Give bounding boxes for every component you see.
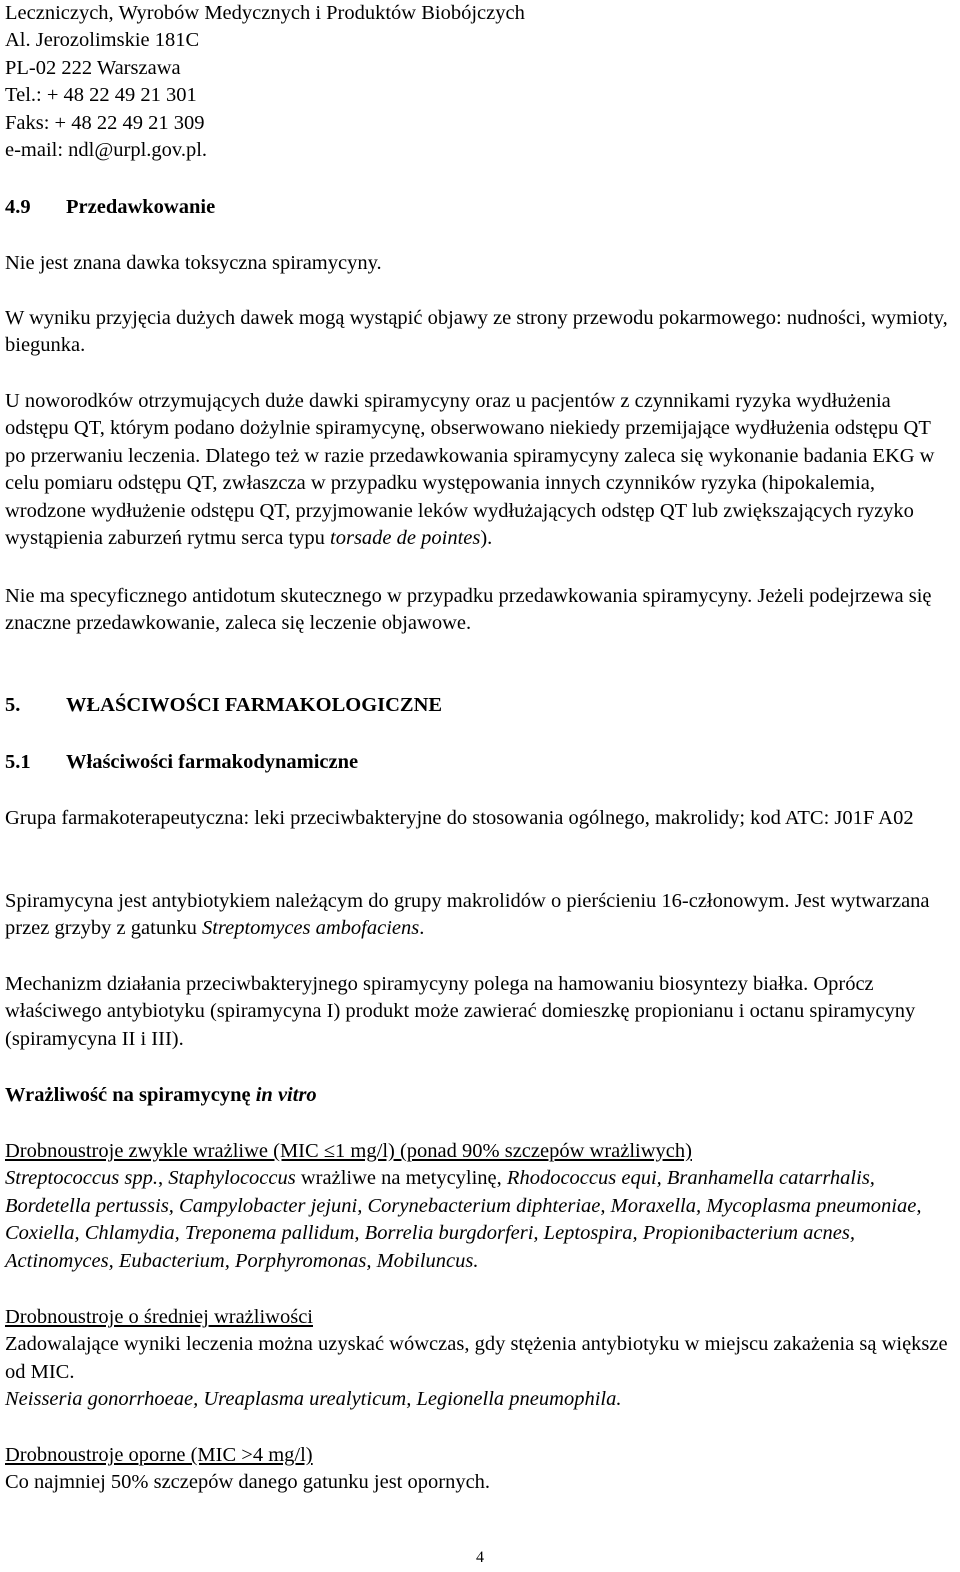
- email-line: e-mail: ndl@urpl.gov.pl.: [5, 139, 208, 162]
- paragraph: W wyniku przyjęcia dużych dawek mogą wystąpić objawy ze strony przewodu pokarmowego: nudności, wymioty, biegunka.: [5, 307, 948, 357]
- italic-term: Staphylococcus: [168, 1167, 296, 1190]
- subheading-sensitivity: [5, 1082, 950, 1109]
- paragraph: Nie ma specyficznego antidotum skutecznego w przypadku przedawkowania spiramycyny. Jeżeli podejrzewa się znaczne przedawkowanie, zaleca się leczenie objawowe.: [5, 585, 932, 635]
- italic-term: Neisseria gonorrhoeae, Ureaplasma urealyticum, Legionella pneumophila.: [5, 1388, 622, 1411]
- page-number: 4: [476, 1549, 484, 1566]
- italic-term: Streptococcus spp.: [5, 1167, 158, 1190]
- paragraph: [5, 388, 950, 552]
- text-run: ).: [480, 527, 493, 550]
- address-line: Leczniczych, Wyrobów Medycznych i Produktów Biobójczych: [5, 2, 525, 24]
- italic-term: in vitro: [255, 1084, 317, 1106]
- address-block: [5, 0, 950, 164]
- category-heading: Drobnoustroje o średniej wrażliwości: [5, 1306, 313, 1328]
- species-list: [5, 1165, 950, 1275]
- paragraph: Zadowalające wyniki leczenia można uzyskać wówczas, gdy stężenia antybiotyku w miejscu zakażenia są większe od MIC.: [5, 1333, 948, 1383]
- phone-line: Tel.: + 48 22 49 21 301: [5, 84, 197, 107]
- section-heading-4-9: [5, 194, 950, 221]
- italic-term: Streptomyces ambofaciens: [201, 917, 420, 940]
- section-number: 5.: [5, 694, 21, 716]
- medium-block: [5, 1304, 950, 1414]
- text-run: Wrażliwość na spiramycynę: [5, 1084, 256, 1106]
- address-line: Al. Jerozolimskie 181C: [5, 29, 200, 52]
- fax-line: Faks: + 48 22 49 21 309: [5, 111, 205, 134]
- section-number: 4.9: [5, 196, 31, 218]
- category-heading: Drobnoustroje oporne (MIC >4 mg/l): [5, 1444, 313, 1466]
- paragraph: [5, 888, 950, 943]
- section-title: WŁAŚCIWOŚCI FARMAKOLOGICZNE: [66, 694, 443, 716]
- section-number: 5.1: [5, 751, 31, 773]
- category-heading: Drobnoustroje zwykle wrażliwe (MIC ≤1 mg/l) (ponad 90% szczepów wrażliwych): [5, 1140, 692, 1162]
- paragraph: Nie jest znana dawka toksyczna spiramycyny.: [5, 252, 382, 274]
- text-run: wrażliwe na metycylinę,: [295, 1167, 507, 1190]
- section-title: Przedawkowanie: [66, 196, 216, 218]
- resistant-block: [5, 1442, 950, 1497]
- italic-term: torsade de pointes: [330, 527, 481, 550]
- text-run: U noworodków otrzymujących duże dawki spiramycyny oraz u pacjentów z czynnikami ryzyka wydłużenia odstępu QT, którym podano dożylnie spiramycynę, obserwowano niekiedy przemijające wydłużenia odstępu QT po przerwaniu leczenia. Dlatego też w razie przedawkowania spiramycyny zaleca się wykonanie badania EKG w celu pomiaru odstępu QT, zwłaszcza w przypadku występowania innych czynników ryzyka (hipokalemia, wrodzone wydłużenie odstępu QT, przyjmowanie leków wydłużających odstęp QT lub zwiększających ryzyko wystąpienia zaburzeń rytmu serca typu: [5, 390, 935, 550]
- paragraph: Mechanizm działania przeciwbakteryjnego spiramycyny polega na hamowaniu biosyntezy białka. Oprócz właściwego antybiotyku (spiramycyna I) produkt może zawierać domieszkę propionianu i octanu spiramycyny (spiramycyna II i III).: [5, 973, 916, 1050]
- address-line: PL-02 222 Warszawa: [5, 56, 181, 79]
- text-run: .: [419, 917, 425, 940]
- section-heading-5: [5, 692, 950, 719]
- italic-term: Rhodococcus equi, Branhamella catarrhalis, Bordetella pertussis, Campylobacter jejuni, Corynebacterium diphteriae, Moraxella, Mycoplasma pneumoniae, Coxiella, Chlamydia, Treponema pallidum, Borrelia burgdorferi, Leptospira, Propionibacterium acnes, Actinomyces, Eubacterium, Porphyromonas, Mobiluncus.: [5, 1167, 922, 1272]
- section-title: Właściwości farmakodynamiczne: [66, 751, 359, 773]
- sensitive-block: [5, 1138, 950, 1275]
- text-run: ,: [157, 1167, 169, 1190]
- section-heading-5-1: [5, 749, 950, 776]
- paragraph: Grupa farmakoterapeutyczna: leki przeciwbakteryjne do stosowania ogólnego, makrolidy; kod ATC: J01F A02: [5, 807, 914, 829]
- paragraph: Co najmniej 50% szczepów danego gatunku jest opornych.: [5, 1471, 491, 1494]
- species-list: [5, 1386, 950, 1413]
- text-run: Spiramycyna jest antybiotykiem należącym do grupy makrolidów o pierścieniu 16-członowym. Jest wytwarzana przez grzyby z gatunku: [5, 890, 930, 940]
